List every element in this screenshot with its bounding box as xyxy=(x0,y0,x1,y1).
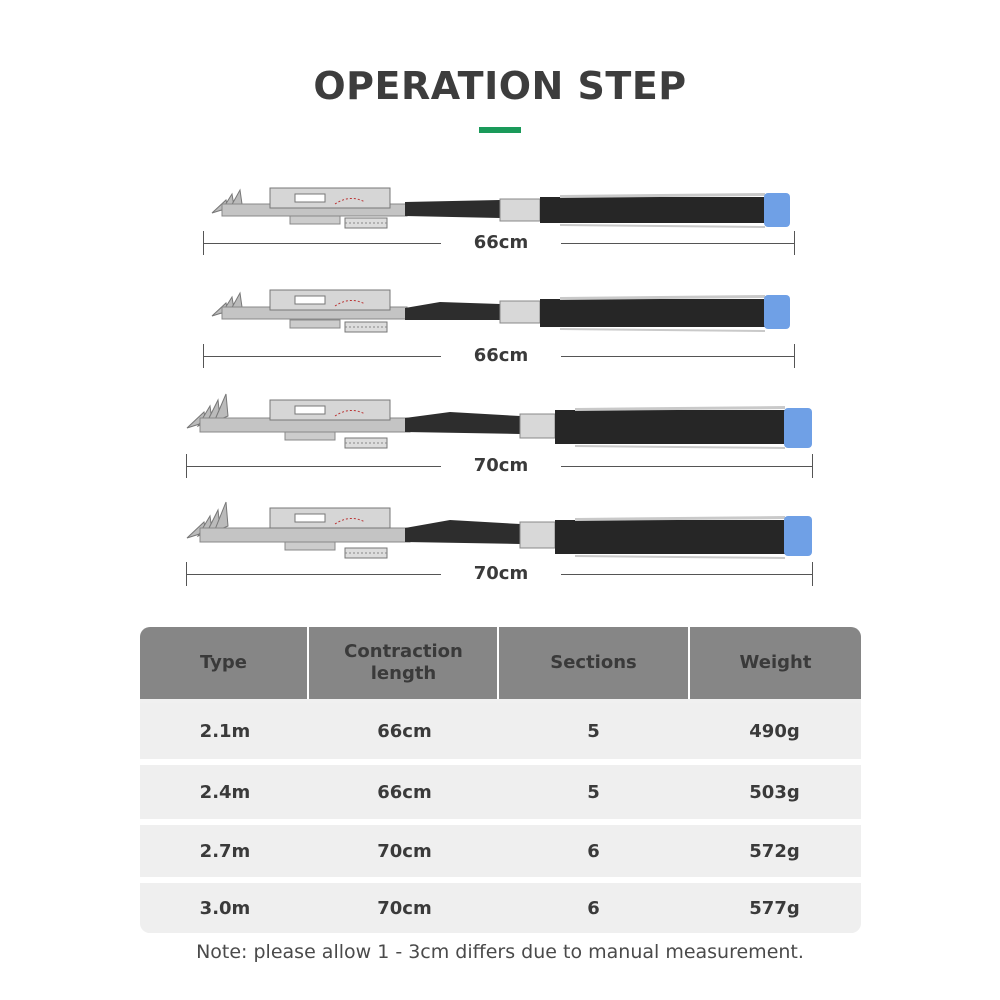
cell-sections: 5 xyxy=(587,720,600,742)
cell-type: 2.7m xyxy=(199,840,251,862)
header-weight: Weight xyxy=(739,652,812,673)
rod-image xyxy=(0,496,1000,564)
fishing-rod-icon xyxy=(0,496,1000,564)
rod-length-label: 70cm xyxy=(441,455,561,476)
table-row xyxy=(140,703,861,759)
spec-table xyxy=(140,627,861,933)
rod-image xyxy=(0,388,1000,454)
cell-contraction: 70cm xyxy=(377,897,432,919)
rod-image xyxy=(0,282,1000,342)
cell-sections: 6 xyxy=(587,840,600,862)
cell-sections: 5 xyxy=(587,781,600,803)
cell-weight: 503g xyxy=(749,781,800,803)
cell-type: 3.0m xyxy=(199,897,251,919)
cell-weight: 490g xyxy=(749,720,800,742)
cell-contraction: 66cm xyxy=(377,781,432,803)
cell-contraction: 66cm xyxy=(377,720,432,742)
cell-sections: 6 xyxy=(587,897,600,919)
header-sections: Sections xyxy=(550,652,637,673)
rod-length-label: 70cm xyxy=(441,563,561,584)
page-title: OPERATION STEP xyxy=(313,64,687,108)
cell-weight: 577g xyxy=(749,897,800,919)
header-type: Type xyxy=(200,652,247,673)
table-row xyxy=(140,883,861,933)
measurement-note: Note: please allow 1 - 3cm differs due to manual measurement. xyxy=(196,941,804,963)
rod-length-label: 66cm xyxy=(441,232,561,253)
cell-type: 2.1m xyxy=(199,720,251,742)
rod-length-label: 66cm xyxy=(441,345,561,366)
header-contraction-length: Contraction length xyxy=(344,641,463,684)
fishing-rod-icon xyxy=(0,388,1000,454)
cell-type: 2.4m xyxy=(199,781,251,803)
table-row xyxy=(140,765,861,819)
title-accent-bar xyxy=(479,127,521,133)
fishing-rod-icon xyxy=(0,282,1000,342)
table-row xyxy=(140,825,861,877)
table-header xyxy=(140,627,861,699)
cell-weight: 572g xyxy=(749,840,800,862)
cell-contraction: 70cm xyxy=(377,840,432,862)
